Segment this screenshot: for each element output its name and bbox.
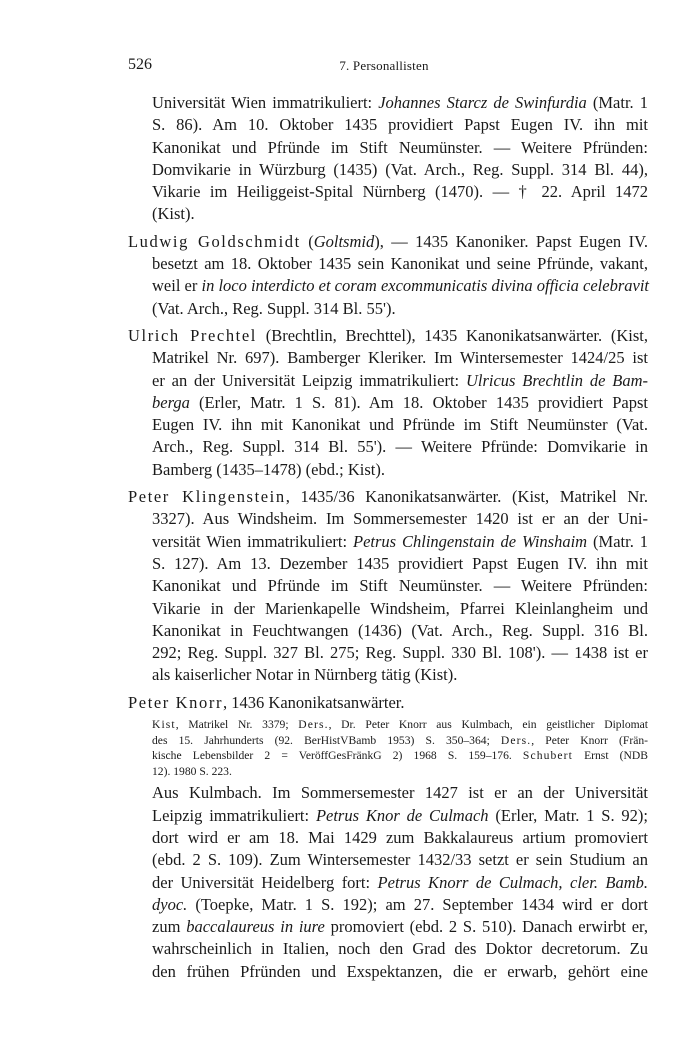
italic-quote: berga: [152, 392, 190, 412]
text-line: (Kist).: [152, 204, 195, 224]
author-name: Ders.: [298, 718, 329, 732]
text-line: den frühen Pfründen und Exspektanzen, die er erwarb, gehört eine: [152, 961, 648, 981]
person-name: Ludwig Goldschmidt: [128, 231, 301, 251]
text-line: S. 127). Am 13. Dezember 1435 providiert Papst Eugen IV. ihn mit: [152, 553, 648, 573]
text-line: Universität Wien immatrikuliert: Johannes Starcz de Swinfurdia (Matr. 1: [152, 93, 648, 112]
author-name: Kist: [152, 718, 176, 732]
text-line: Kanonikat in Feuchtwangen (1436) (Vat. Arch., Reg. Suppl. 316 Bl.: [152, 620, 648, 640]
italic-quote: Petrus Chlingenstain de Winshaim: [353, 531, 588, 551]
italic-quote: baccalaureus in iure: [186, 917, 325, 937]
text-line: Vikarie in der Marienkapelle Windsheim, Pfarrei Kleinlangheim und: [152, 598, 648, 618]
text-line: versität Wien immatrikuliert: Petrus Chlingenstain de Winshaim (Matr. 1: [152, 531, 648, 551]
entry: [128, 231, 648, 320]
text-line: Arch., Reg. Suppl. 314 Bl. 55'). — Weitere Pfründe: Domvikarie in: [152, 437, 648, 457]
text-line: Ulrich Prechtel (Brechtlin, Brechttel), 1435 Kanonikatsanwärter. (Kist,: [128, 325, 648, 345]
text-line: Peter Knorr, 1436 Kanonikatsanwärter.: [128, 692, 405, 712]
text-line: Peter Klingenstein, 1435/36 Kanonikatsanwärter. (Kist, Matrikel Nr.: [128, 487, 648, 507]
italic-quote: Johannes Starcz de Swinfurdia: [378, 93, 587, 112]
author-name: Ders.: [500, 733, 532, 747]
entry: [128, 325, 648, 481]
italic-quote: dyoc.: [152, 894, 188, 914]
text-line: er an der Universität Leipzig immatrikuliert: Ulricus Brechtlin de Bam-: [152, 370, 648, 390]
bibliography-line: 12). 1980 S. 223.: [152, 764, 232, 778]
text-line: wahrscheinlich in Italien, noch den Grad des Doktor decretorum. Zu: [152, 939, 648, 959]
person-name: Ulrich Prechtel: [128, 325, 257, 345]
italic-quote: in loco interdicto et coram excommunicatis divina officia celebravit: [201, 276, 650, 296]
italic-quote: Ulricus Brechtlin de Bam-: [465, 370, 648, 390]
text-line: Eugen IV. ihn mit Kanonikat und Pfründe im Stift Neumünster (Vat.: [152, 415, 648, 435]
italic-quote: Petrus Knorr de Culmach, cler. Bamb.: [377, 872, 648, 892]
text-line: besetzt am 18. Oktober 1435 sein Kanonikat und seine Pfründe, vakant,: [152, 254, 648, 274]
author-name: Schubert: [522, 749, 573, 763]
text-line: Matrikel Nr. 697). Bamberger Kleriker. Im Wintersemester 1424/25 ist: [152, 348, 648, 368]
text-line: Kanonikat und Pfründe im Stift Neumünster. — Weitere Pfründen:: [152, 576, 648, 596]
body-text: [128, 92, 648, 983]
text-line: weil er in loco interdicto et coram excommunicatis divina officia celebravit: [152, 276, 650, 296]
text-line: Vikarie im Heiliggeist-Spital Nürnberg (1470). — † 22. April 1472: [152, 182, 648, 202]
entry: [128, 486, 648, 687]
text-line: Ludwig Goldschmidt (Goltsmid), — 1435 Kanoniker. Papst Eugen IV.: [128, 231, 648, 251]
text-line: Aus Kulmbach. Im Sommersemester 1427 ist er an der Universität: [152, 783, 648, 803]
text-line: Leipzig immatrikuliert: Petrus Knor de Culmach (Erler, Matr. 1 S. 92);: [152, 805, 648, 825]
text-line: (Vat. Arch., Reg. Suppl. 314 Bl. 55').: [152, 298, 396, 318]
text-line: dort wird er am 18. Mai 1429 zum Bakkalaureus artium promoviert: [152, 827, 648, 847]
text-line: dyoc. (Toepke, Matr. 1 S. 192); am 27. September 1434 wird er dort: [152, 894, 648, 914]
text-line: zum baccalaureus in iure promoviert (ebd. 2 S. 510). Danach erwirbt er,: [152, 917, 648, 937]
text-line: 292; Reg. Suppl. 327 Bl. 275; Reg. Suppl. 330 Bl. 108'). — 1438 ist er: [152, 643, 648, 663]
text-line: der Universität Heidelberg fort: Petrus Knorr de Culmach, cler. Bamb.: [152, 872, 648, 892]
bibliography-note: [128, 717, 648, 779]
text-line: Kanonikat und Pfründe im Stift Neumünster. — Weitere Pfründen:: [152, 137, 648, 157]
person-name: Peter Knorr: [128, 692, 224, 712]
text-line: Domvikarie in Würzburg (1435) (Vat. Arch., Reg. Suppl. 314 Bl. 44),: [152, 159, 648, 179]
italic-quote: Goltsmid: [313, 231, 375, 251]
text-line: 3327). Aus Windsheim. Im Sommersemester 1420 ist er an der Uni-: [152, 509, 648, 529]
text-line: berga (Erler, Matr. 1 S. 81). Am 18. Oktober 1435 providiert Papst: [152, 392, 648, 412]
running-head: [128, 56, 640, 76]
person-name: Peter Klingenstein: [128, 487, 286, 507]
running-title: 7. Personallisten: [339, 58, 429, 73]
bibliography-line: Kist, Matrikel Nr. 3379; Ders., Dr. Peter Knorr aus Kulmbach, ein geistlicher Diplomat: [152, 718, 648, 732]
bibliography-line: des 15. Jahrhunderts (92. BerHistVBamb 1953) S. 350–364; Ders., Peter Knorr (Frän-: [152, 733, 648, 747]
text-line: als kaiserlicher Notar in Nürnberg tätig (Kist).: [152, 665, 458, 685]
entry: [128, 692, 648, 983]
page-number: 526: [128, 56, 152, 73]
entry: [128, 92, 648, 226]
text-line: Bamberg (1435–1478) (ebd.; Kist).: [152, 459, 385, 479]
text-line: S. 86). Am 10. Oktober 1435 providiert Papst Eugen IV. ihn mit: [152, 115, 648, 135]
italic-quote: Petrus Knor de Culmach: [315, 805, 489, 825]
text-line: (ebd. 2 S. 109). Zum Wintersemester 1432/33 setzt er sein Studium an: [152, 850, 648, 870]
bibliography-line: kische Lebensbilder 2 = VeröffGesFränkG 2) 1968 S. 159–176. Schubert Ernst (NDB: [152, 749, 649, 763]
